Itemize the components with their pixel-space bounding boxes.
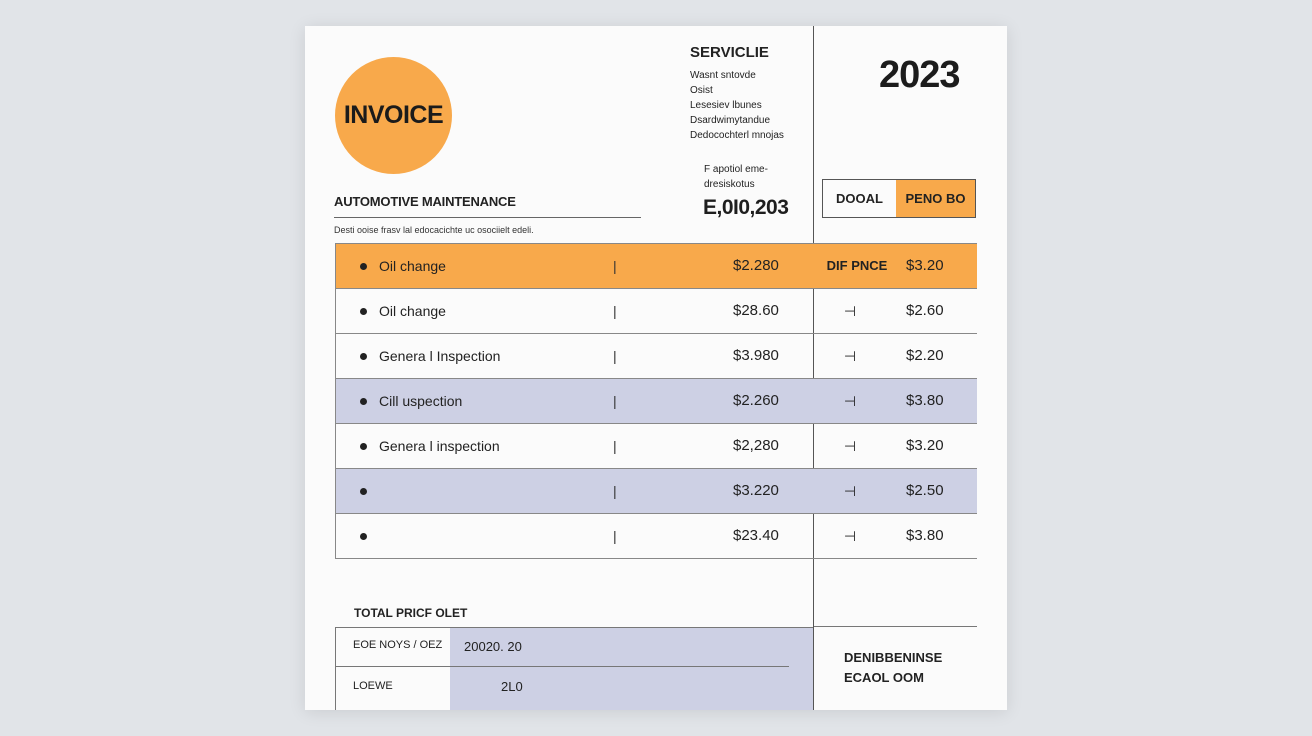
address-line: dresiskotus xyxy=(704,179,755,190)
item-price: $28.60 xyxy=(733,302,779,319)
item-amount: $2.20 xyxy=(906,347,944,364)
service-lines xyxy=(690,68,784,143)
service-line: Dsardwimytandue xyxy=(690,115,771,126)
item-qty: ⊣ xyxy=(843,303,857,319)
invoice-reference: E,0I0,203 xyxy=(703,196,789,219)
totals-row2-value: 2L0 xyxy=(501,679,523,694)
column-header-right: PENO BO xyxy=(896,180,975,217)
item-divider: | xyxy=(613,258,617,274)
item-divider: | xyxy=(613,393,617,409)
item-name: Genera l inspection xyxy=(379,438,500,454)
service-line: Lesesiev lbunes xyxy=(690,100,762,111)
item-amount: $2.50 xyxy=(906,482,944,499)
bullet-icon xyxy=(360,488,367,495)
totals-row1-label: EOE NOYS / OEZ xyxy=(353,639,443,651)
invoice-year: 2023 xyxy=(879,54,960,96)
items-table xyxy=(335,243,977,559)
item-price: $3.980 xyxy=(733,347,779,364)
address-line: F apotiol eme- xyxy=(704,164,768,175)
totals-box xyxy=(335,627,813,710)
item-name: Genera l Inspection xyxy=(379,348,501,364)
item-amount: $2.60 xyxy=(906,302,944,319)
item-divider: | xyxy=(613,438,617,454)
service-line: Osist xyxy=(690,85,713,96)
service-heading: SERVICLIE xyxy=(690,44,769,61)
item-divider: | xyxy=(613,303,617,319)
bullet-icon xyxy=(360,533,367,540)
item-price: $2,280 xyxy=(733,437,779,454)
totals-row2-label: LOEWE xyxy=(353,680,393,692)
item-name: Oil change xyxy=(379,258,446,274)
table-row xyxy=(335,514,977,559)
item-qty: ⊣ xyxy=(843,393,857,409)
address-block xyxy=(704,162,768,192)
service-line: Dedocochterl mnojas xyxy=(690,130,784,141)
table-row xyxy=(335,334,977,379)
service-line: Wasnt sntovde xyxy=(690,70,756,81)
footer-rule xyxy=(814,626,977,627)
item-price: $3.220 xyxy=(733,482,779,499)
table-row xyxy=(335,424,977,469)
item-qty: ⊣ xyxy=(843,528,857,544)
totals-row1-value: 20020. 20 xyxy=(464,639,522,654)
bullet-icon xyxy=(360,353,367,360)
invoice-subline: Desti ooise frasv lal edocacichte uc osociielt edeli. xyxy=(334,225,534,235)
invoice-sheet xyxy=(305,26,1007,710)
item-name: Oil change xyxy=(379,303,446,319)
item-price: $23.40 xyxy=(733,527,779,544)
totals-title: TOTAL PRICF OLET xyxy=(354,606,468,620)
item-qty: ⊣ xyxy=(843,348,857,364)
item-price: $2.260 xyxy=(733,392,779,409)
table-row xyxy=(335,469,977,514)
item-qty: ⊣ xyxy=(843,483,857,499)
bullet-icon xyxy=(360,263,367,270)
table-row xyxy=(335,243,977,289)
table-row xyxy=(335,379,977,424)
bullet-icon xyxy=(360,398,367,405)
item-name: Cill uspection xyxy=(379,393,463,409)
item-divider: | xyxy=(613,528,617,544)
item-amount: $3.80 xyxy=(906,527,944,544)
bullet-icon xyxy=(360,443,367,450)
item-amount: $3.80 xyxy=(906,392,944,409)
item-amount: $3.20 xyxy=(906,437,944,454)
footer-right-line1: DENIBBENINSE xyxy=(844,650,943,665)
invoice-badge: INVOICE xyxy=(335,57,452,174)
item-divider: | xyxy=(613,483,617,499)
item-amount: $3.20 xyxy=(906,257,944,274)
item-divider: | xyxy=(613,348,617,364)
item-qty: ⊣ xyxy=(843,438,857,454)
bullet-icon xyxy=(360,308,367,315)
column-header-box xyxy=(822,179,976,218)
item-qty: DIF PNCE xyxy=(826,258,888,273)
table-row xyxy=(335,289,977,334)
column-header-left: DOOAL xyxy=(836,191,883,206)
title-rule xyxy=(334,217,641,218)
item-price: $2.280 xyxy=(733,257,779,274)
invoice-title: AUTOMOTIVE MAINTENANCE xyxy=(334,194,516,209)
footer-right-line2: ECAOL OOM xyxy=(844,670,924,685)
